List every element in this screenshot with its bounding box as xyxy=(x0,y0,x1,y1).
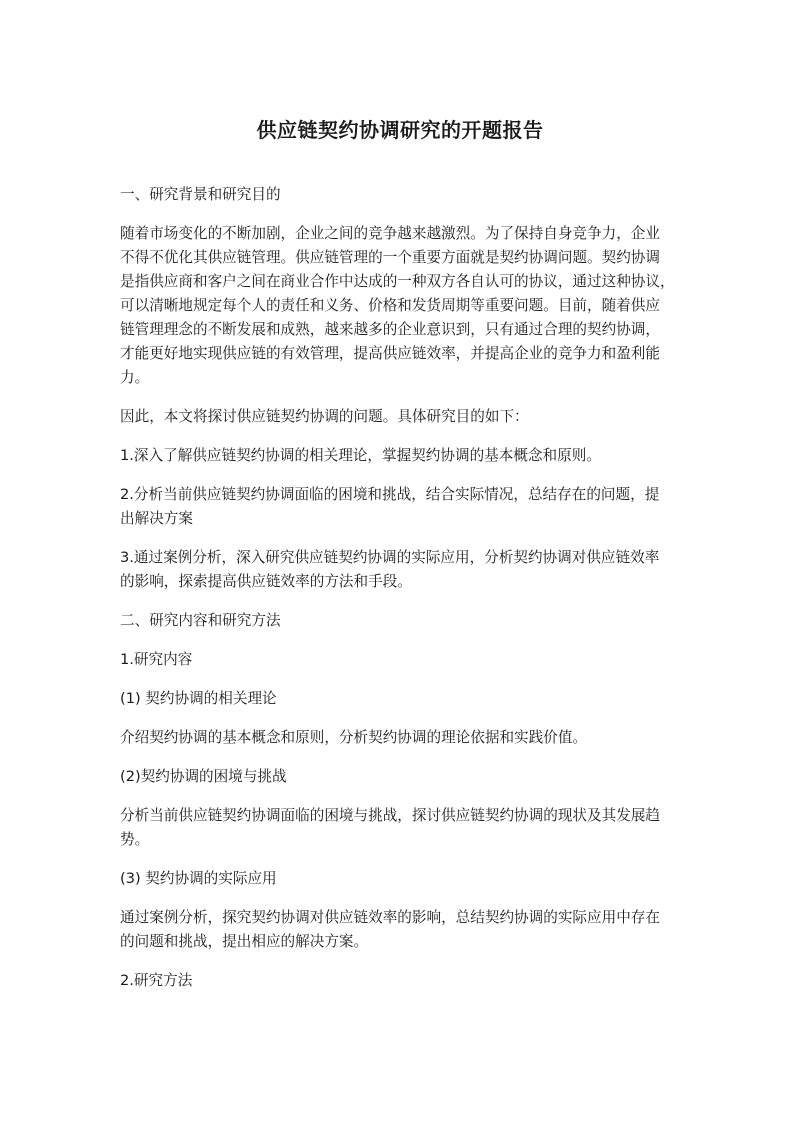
research-goal-3 xyxy=(120,546,685,594)
text-line: 力。 xyxy=(120,369,150,386)
research-goal-1: 1.深入了解供应链契约协调的相关理论，掌握契约协调的基本概念和原则。 xyxy=(120,447,601,464)
text-line: 随着市场变化的不断加剧，企业之间的竞争越来越激烈。为了保持自身竞争力，企业 xyxy=(120,225,660,242)
document-body xyxy=(120,183,685,1008)
item-heading-theory: (1) 契约协调的相关理论 xyxy=(120,690,277,707)
subsection-heading-methods: 2.研究方法 xyxy=(120,972,193,989)
text-line: 分析当前供应链契约协调面临的困境与挑战，探讨供应链契约协调的现状及其发展趋 xyxy=(120,807,660,824)
paragraph-background xyxy=(120,222,685,390)
text-line: 出解决方案 xyxy=(120,510,193,527)
section-heading-content-methods: 二、研究内容和研究方法 xyxy=(120,612,281,629)
text-line: 可以清晰地规定每个人的责任和义务、价格和发货周期等重要问题。目前，随着供应 xyxy=(120,297,660,314)
text-line: 2.分析当前供应链契约协调面临的困境和挑战，结合实际情况，总结存在的问题，提 xyxy=(120,486,660,503)
text-line: 的影响，探索提高供应链效率的方法和手段。 xyxy=(120,573,412,590)
item-text-theory: 介绍契约协调的基本概念和原则，分析契约协调的理论依据和实践价值。 xyxy=(120,729,588,746)
item-text-challenges xyxy=(120,804,685,852)
text-line: 的问题和挑战，提出相应的解决方案。 xyxy=(120,933,369,950)
paragraph-purpose-intro: 因此，本文将探讨供应链契约协调的问题。具体研究目的如下： xyxy=(120,408,529,425)
item-heading-application: (3) 契约协调的实际应用 xyxy=(120,870,277,887)
text-line: 是指供应商和客户之间在商业合作中达成的一种双方各自认可的协议，通过这种协议， xyxy=(120,273,675,290)
text-line: 不得不优化其供应链管理。供应链管理的一个重要方面就是契约协调问题。契约协调 xyxy=(120,249,660,266)
text-line: 才能更好地实现供应链的有效管理，提高供应链效率，并提高企业的竞争力和盈利能 xyxy=(120,345,660,362)
subsection-heading-content: 1.研究内容 xyxy=(120,651,193,668)
item-text-application xyxy=(120,906,685,954)
text-line: 链管理理念的不断发展和成熟，越来越多的企业意识到，只有通过合理的契约协调， xyxy=(120,321,660,338)
text-line: 通过案例分析，探究契约协调对供应链效率的影响，总结契约协调的实际应用中存在 xyxy=(120,909,660,926)
research-goal-2 xyxy=(120,483,685,531)
text-line: 3.通过案例分析，深入研究供应链契约协调的实际应用，分析契约协调对供应链效率 xyxy=(120,549,660,566)
text-line: 势。 xyxy=(120,831,150,848)
section-heading-background: 一、研究背景和研究目的 xyxy=(120,186,281,203)
item-heading-challenges: (2)契约协调的困境与挑战 xyxy=(120,768,287,785)
document-title: 供应链契约协调研究的开题报告 xyxy=(256,118,544,142)
